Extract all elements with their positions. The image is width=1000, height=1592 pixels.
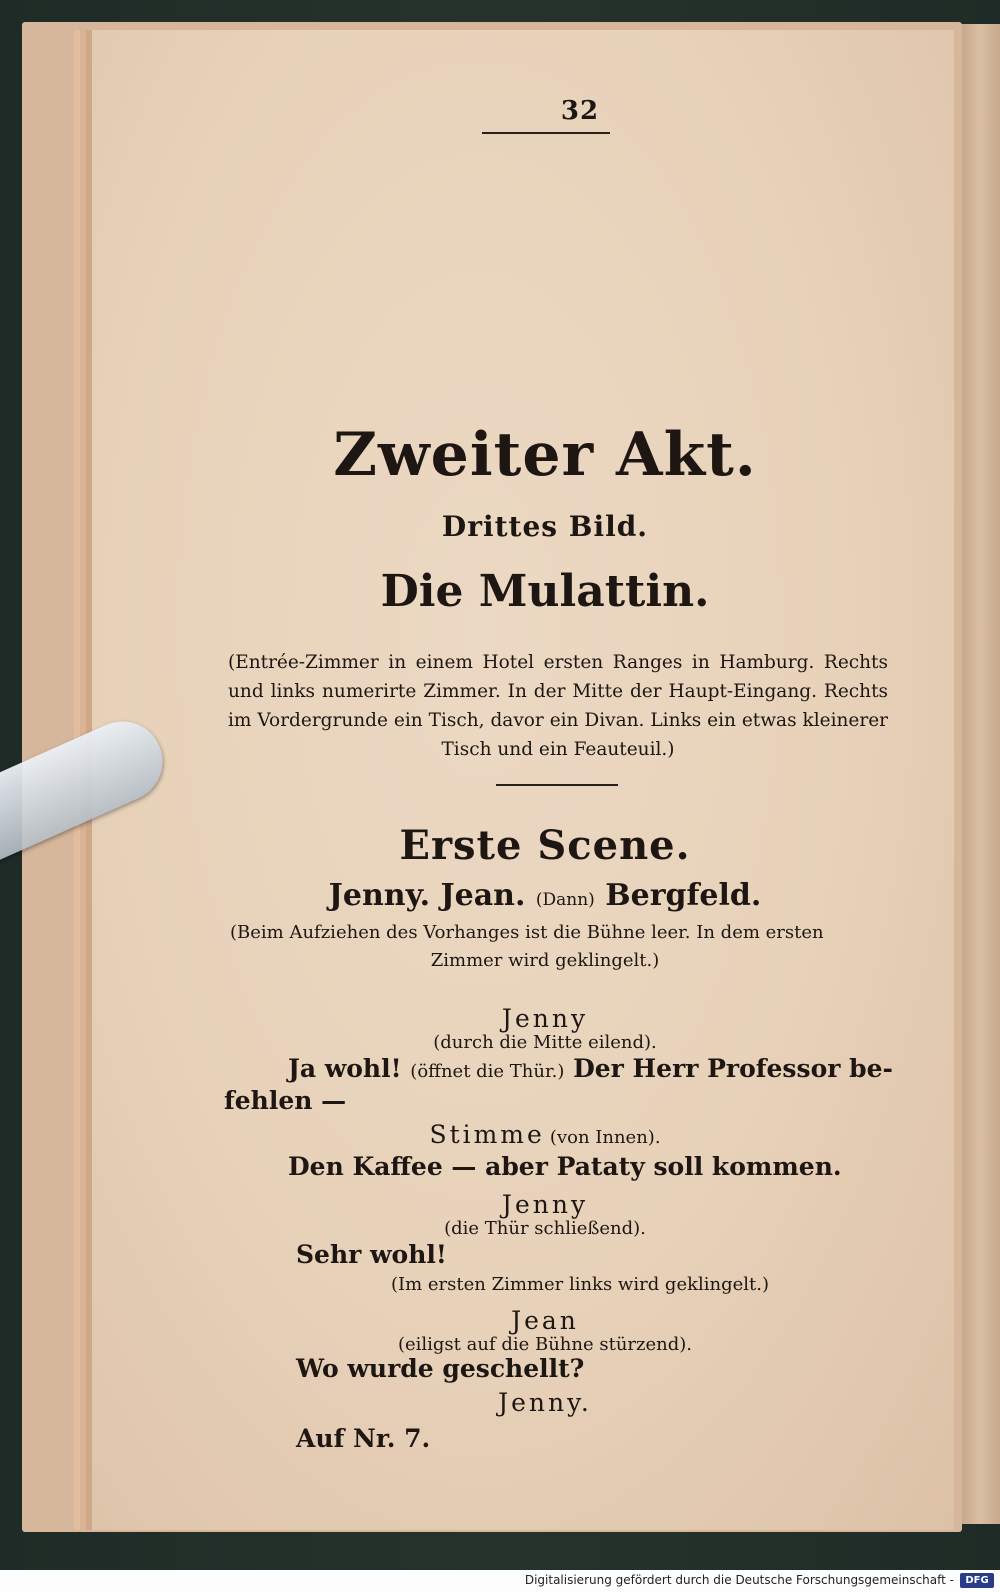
direction-stimme: (von Innen). [549, 1127, 661, 1148]
speech-jenny-1a-dir: (öffnet die Thür.) [410, 1061, 565, 1082]
character-names-a: Jenny. Jean. [328, 878, 526, 913]
stage-direction: (Entrée-Zimmer in einem Hotel ersten Ranges in Hamburg. Rechts und links numerirte Zimmer. In der Mitte der Haupt-Eingang. Rechts im Vordergrunde ein Tisch, davor ein Divan. Links ein etwas kleinerer Tisch und ein Feauteuil.) [228, 652, 888, 760]
direction-jenny-2: (die Thür schließend). [444, 1218, 646, 1239]
section-rule [496, 784, 618, 786]
speaker-stimme: Stimme [429, 1120, 545, 1149]
book-page [92, 30, 954, 1530]
character-names-b: Bergfeld. [605, 878, 762, 913]
speech-stimme: Den Kaffee — aber Pataty soll kommen. [288, 1152, 842, 1181]
dfg-logo: DFG [960, 1573, 994, 1588]
direction-jenny-1: (durch die Mitte eilend). [433, 1032, 657, 1053]
character-paren: (Dann) [535, 890, 595, 910]
speaker-jenny-3: Jenny. [498, 1388, 592, 1417]
speech-jenny-1b: fehlen — [224, 1086, 347, 1115]
footer-credit: Digitalisierung gefördert durch die Deutsche Forschungsgemeinschaft - [524, 1573, 954, 1587]
speaker-jenny-2: Jenny [501, 1190, 589, 1219]
speech-jean: Wo wurde geschellt? [296, 1354, 585, 1383]
page-number: 32 [560, 96, 600, 126]
speaker-jenny-1: Jenny [501, 1004, 589, 1033]
scene-direction-line-2: Zimmer wird geklingelt.) [430, 950, 660, 971]
speaker-jean: Jean [511, 1306, 579, 1335]
scene-title: Erste Scene. [399, 822, 691, 869]
speech-jenny-1a-cont: Der Herr Professor be- [573, 1054, 893, 1083]
play-title: Die Mulattin. [380, 566, 710, 617]
bild-title: Drittes Bild. [441, 510, 649, 543]
direction-bell: (Im ersten Zimmer links wird geklingelt.) [390, 1274, 770, 1295]
act-title: Zweiter Akt. [333, 420, 757, 490]
direction-jean: (eiligst auf die Bühne stürzend). [397, 1334, 693, 1355]
speaker-stimme-line [200, 1120, 890, 1149]
speech-jenny-1a-text: Ja wohl! [288, 1054, 402, 1083]
speech-jenny-3: Auf Nr. 7. [296, 1424, 431, 1453]
scene-direction-line-1: (Beim Aufziehen des Vorhanges ist die Bühne leer. In dem ersten [230, 922, 824, 943]
page-number-rule [482, 132, 610, 134]
character-list [200, 878, 890, 913]
speech-jenny-2: Sehr wohl! [296, 1240, 447, 1269]
speech-jenny-1a [288, 1054, 893, 1083]
footer-bar [0, 1570, 1000, 1592]
